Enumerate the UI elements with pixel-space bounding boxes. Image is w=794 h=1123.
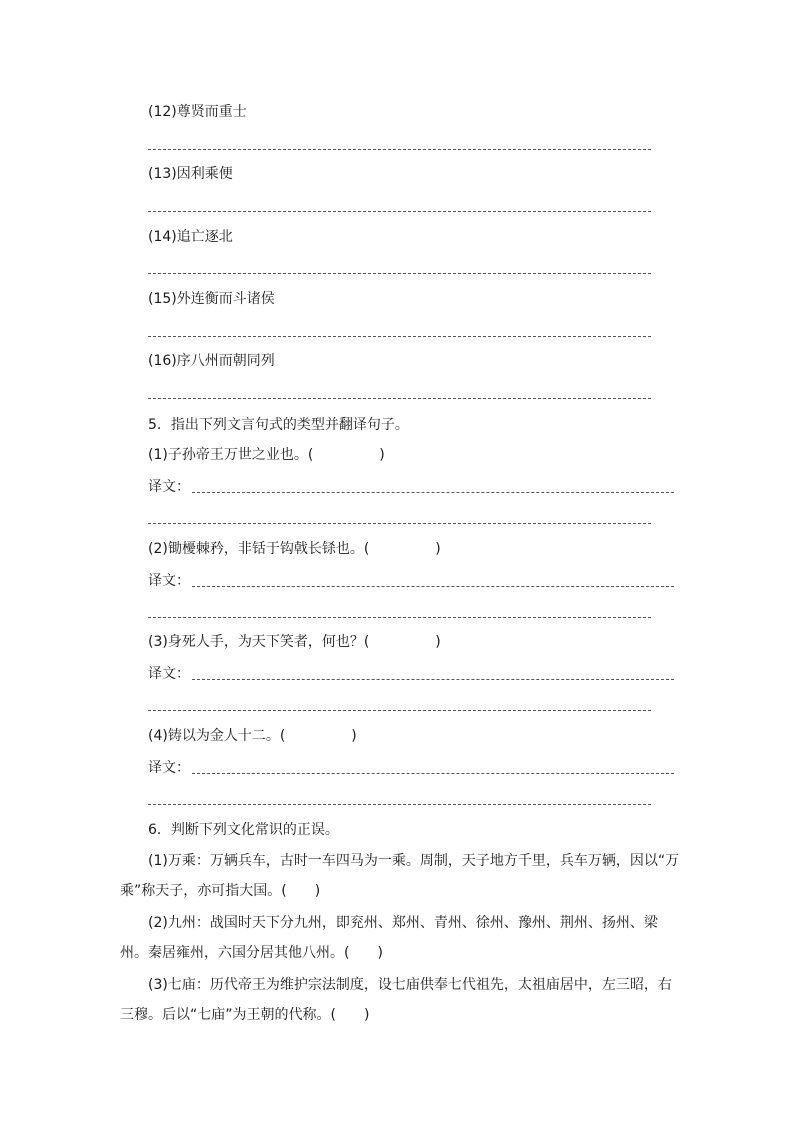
phrase-13: (13)因利乘便 [148,166,233,182]
translation-line[interactable] [192,492,674,493]
sentence-1: (1)子孙帝王万世之业也。( ) [148,447,385,463]
section-6-title: 6．判断下列文化常识的正误。 [148,822,339,838]
translation-line[interactable] [148,804,651,805]
translation-line[interactable] [148,617,651,618]
translation-label: 译文： [148,479,190,495]
culture-item-3: (3)七庙：历代帝王为维护宗法制度，设七庙供奉七代祖先，太祖庙居中，左三昭，右三穆。后以“七庙”为王朝的代称。( ) [120,977,672,1023]
answer-line[interactable] [148,398,651,399]
sentence-3: (3)身死人手，为天下笑者，何也？( ) [148,634,441,650]
culture-item-1: (1)万乘：万辆兵车，古时一车四马为一乘。周制，天子地方千里，兵车万辆，因以“万乘”称天子，亦可指大国。( ) [120,853,680,899]
sentence-4: (4)铸以为金人十二。( ) [148,728,357,744]
sentence-2: (2)锄櫌棘矜，非铦于钩戟长铩也。( ) [148,541,441,557]
translation-label: 译文： [148,666,190,682]
answer-line[interactable] [148,336,651,337]
phrase-12: (12)尊贤而重士 [148,104,247,120]
culture-item-2: (2)九州：战国时天下分九州，即兖州、郑州、青州、徐州、豫州、荆州、扬州、梁州。秦居雍州，六国分居其他八州。( ) [120,915,658,961]
translation-label: 译文： [148,760,190,776]
translation-line[interactable] [192,586,674,587]
translation-label: 译文： [148,573,190,589]
section-5-title: 5．指出下列文言句式的类型并翻译句子。 [148,417,409,433]
answer-line[interactable] [148,211,651,212]
translation-line[interactable] [192,679,674,680]
translation-line[interactable] [192,773,674,774]
translation-line[interactable] [148,710,651,711]
sentence-text: (4)铸以为金人十二。( [148,728,286,744]
phrase-16: (16)序八州而朝同列 [148,353,275,369]
sentence-text: (1)子孙帝王万世之业也。( [148,447,314,463]
phrase-14: (14)追亡逐北 [148,229,233,245]
translation-line[interactable] [148,523,651,524]
answer-line[interactable] [148,273,651,274]
answer-line[interactable] [148,149,651,150]
phrase-15: (15)外连衡而斗诸侯 [148,291,275,307]
sentence-text: (3)身死人手，为天下笑者，何也？( [148,634,370,650]
sentence-text: (2)锄櫌棘矜，非铦于钩戟长铩也。( [148,541,370,557]
